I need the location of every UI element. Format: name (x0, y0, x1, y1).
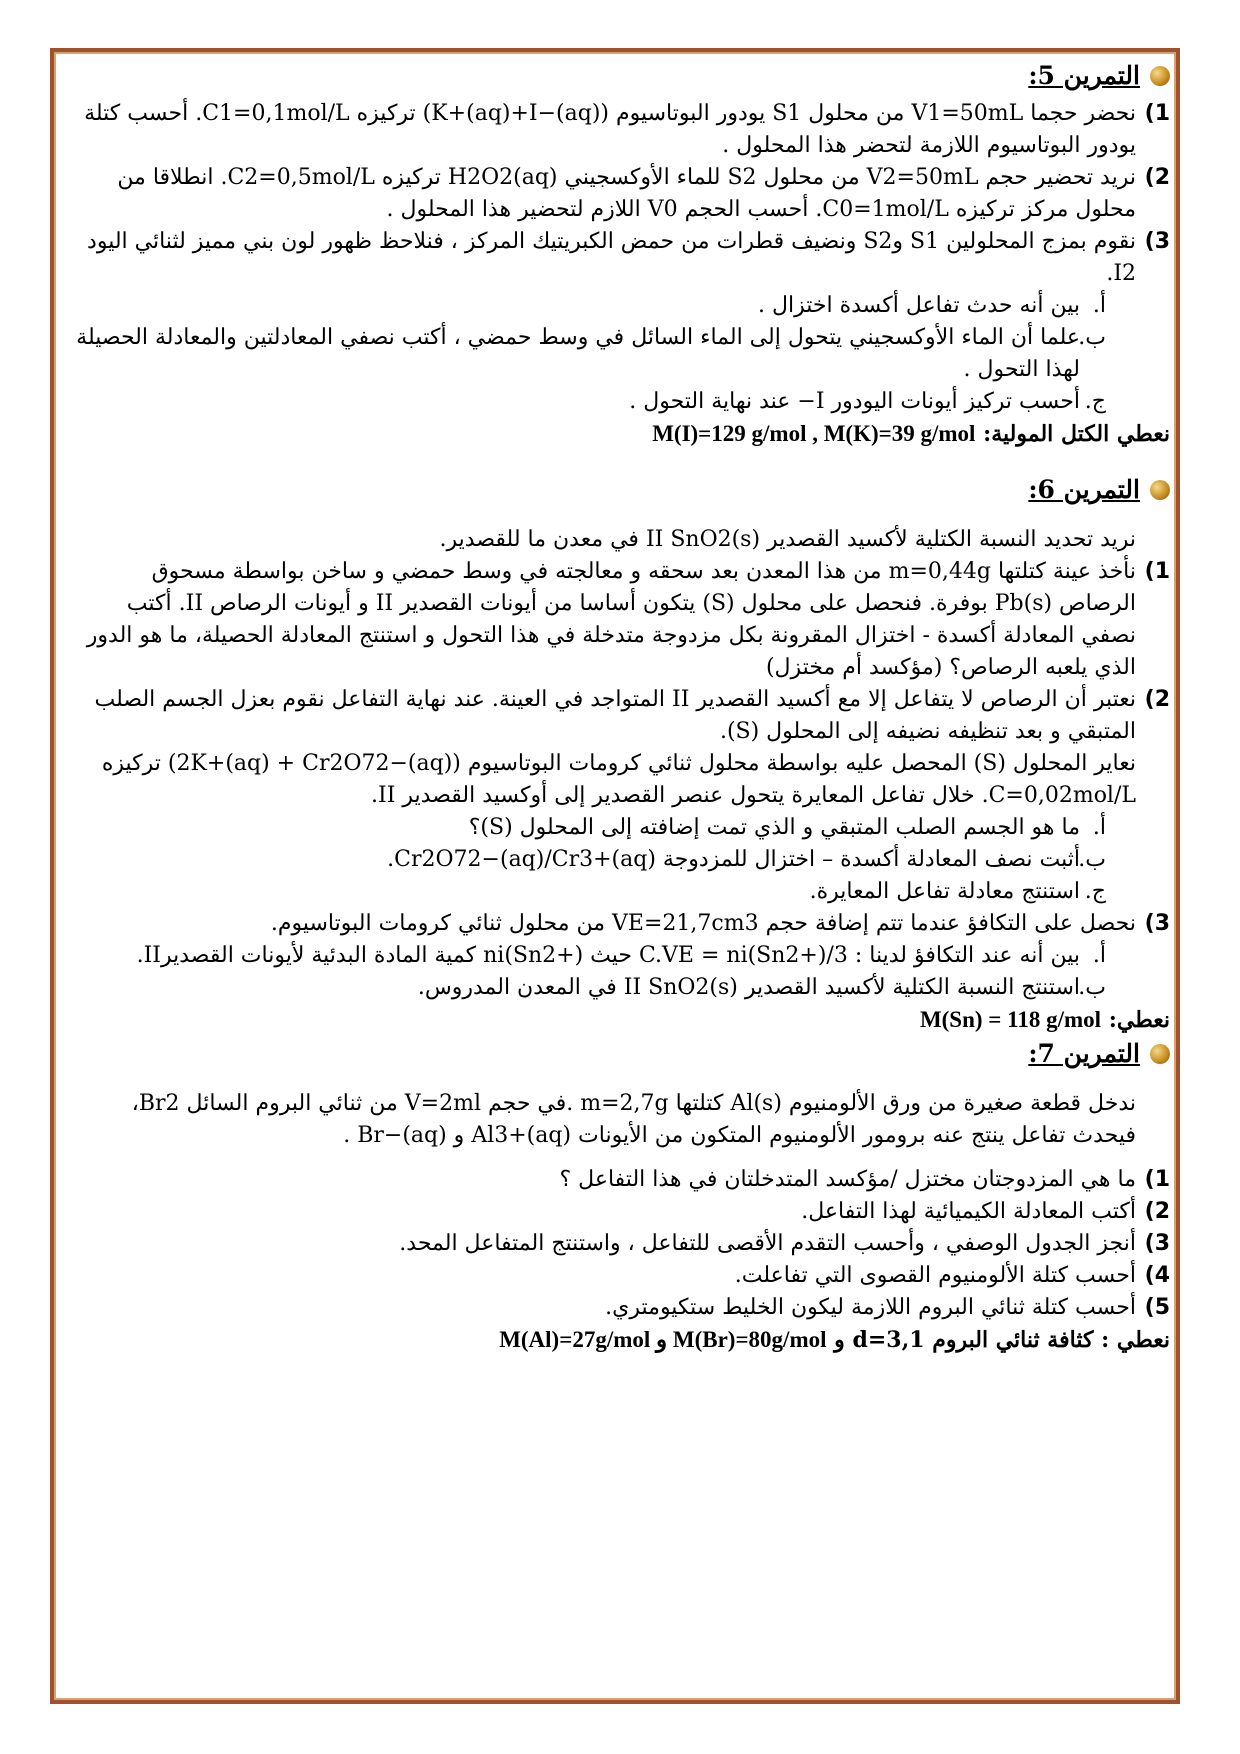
ex7-given-data: نعطي : كثافة ثنائي البروم d=3,1 و M(Br)=80g/mol و M(Al)=27g/mol (499, 1327, 1170, 1353)
ex6-given-data: نعطي: M(Sn) = 118 g/mol (919, 1007, 1170, 1033)
ex6-question-3: 3) نحصل على التكافؤ عندما تتم إضافة حجم VE=21,7cm3 من محلول ثنائي كرومات البوتاسيوم. (270, 911, 1170, 936)
exercise-5-title: التمرين 5: (1028, 61, 1140, 90)
ex7-question-1: 1) ما هي المزدوجتان مختزل /مؤكسد المتدخلتان في هذا التفاعل ؟ (559, 1167, 1170, 1192)
ex5-sub-c: ج. أحسب تركيز أيونات اليودور I− عند نهاية التحول . (629, 389, 1106, 414)
exercise-6-title: التمرين 6: (1028, 475, 1140, 504)
ex6-q3-sub-b: ب. استنتج النسبة الكتلية لأكسيد القصدير II SnO2(s) في المعدن المدروس. (417, 975, 1106, 1000)
ex6-q3-sub-a: أ. بين أنه عند التكافؤ لدينا : C.VE = ni(Sn2+)/3 حيث ni(Sn2+) كمية المادة البدئية لأيونات القصديرII. (136, 943, 1106, 968)
ex6-q2-sub-b: ب. أثبت نصف المعادلة أكسدة – اختزال للمزدوجة Cr2O72−(aq)/Cr3+(aq). (387, 847, 1106, 872)
ex7-intro: ندخل قطعة صغيرة من ورق الألومنيوم Al(s) كتلتها m=2,7g .في حجم V=2ml من ثنائي البروم السائل Br2، فيحدث تفاعل ينتج عنه برومور الألومنيوم المتكون من الأيونات Al3+(aq) و Br−(aq) . (131, 1091, 1136, 1148)
ex5-given-data: نعطي الكتل المولية: M(I)=129 g/mol , M(K)=39 g/mol (652, 421, 1170, 447)
exercise-5-header (72, 60, 1170, 92)
ex5-question-3: 3) نقوم بمزج المحلولين S1 وS2 ونضيف قطرات من حمض الكبريتيك المركز ، فنلاحظ ظهور لون بني مميز لثنائي اليود I2. (87, 229, 1170, 286)
ex7-question-5: 5) أحسب كتلة ثنائي البروم اللازمة ليكون الخليط ستكيومتري. (605, 1295, 1170, 1320)
ex6-q2-sub-c: ج. استنتج معادلة تفاعل المعايرة. (809, 879, 1106, 904)
ex7-question-4: 4) أحسب كتلة الألومنيوم القصوى التي تفاعلت. (734, 1263, 1170, 1288)
ex6-titration-text: نعاير المحلول (S) المحصل عليه بواسطة محلول ثنائي كرومات البوتاسيوم (2K+(aq) + Cr2O72−(aq)) تركيزه C=0,02mol/L. خلال تفاعل المعايرة يتحول عنصر القصدير إلى أوكسيد القصدير II. (101, 751, 1136, 808)
gold-bullet-icon (1150, 1044, 1170, 1064)
ex6-question-1: 1) نأخذ عينة كتلتها m=0,44g من هذا المعدن بعد سحقه و معالجته في وسط حمضي و ساخن بواسطة مسحوق الرصاص Pb(s) بوفرة. فنحصل على محلول (S) يتكون أساسا من أيونات القصدير II و أيونات الرصاص II. أكتب نصفي المعادلة أكسدة - اختزال المقرونة بكل مزدوجة متدخلة في هذا التحول و استنتج المعادلة الحصيلة، ما هو الدور الذي يلعبه الرصاص؟ (مؤكسد أم مختزل) (86, 559, 1170, 680)
worksheet (72, 58, 1170, 1356)
gold-bullet-icon (1150, 480, 1170, 500)
gold-bullet-icon (1150, 66, 1170, 86)
ex6-intro: نريد تحديد النسبة الكتلية لأكسيد القصدير II SnO2(s) في معدن ما للقصدير. (439, 527, 1136, 552)
ex5-sub-b: ب. علما أن الماء الأوكسجيني يتحول إلى الماء السائل في وسط حمضي ، أكتب نصفي المعادلتين والمعادلة الحصيلة لهذا التحول . (76, 325, 1106, 382)
ex5-sub-a: أ. بين أنه حدث تفاعل أكسدة اختزال . (758, 293, 1106, 318)
exercise-7-header (72, 1038, 1170, 1070)
ex5-question-1: 1) نحضر حجما V1=50mL من محلول S1 يودور البوتاسيوم (K+(aq)+I−(aq)) تركيزه C1=0,1mol/L. أحسب كتلة يودور البوتاسيوم اللازمة لتحضر هذا المحلول . (84, 101, 1170, 158)
exercise-6-header (72, 474, 1170, 506)
ex6-question-2: 2) نعتبر أن الرصاص لا يتفاعل إلا مع أكسيد القصدير II المتواجد في العينة. عند نهاية التفاعل نقوم بعزل الجسم الصلب المتبقي و بعد تنظيفه نضيفه إلى المحلول (S). (94, 687, 1170, 744)
ex5-question-2: 2) نريد تحضير حجم V2=50mL من محلول S2 للماء الأوكسجيني H2O2(aq) تركيزه C2=0,5mol/L. انطلاقا من محلول مركز تركيزه C0=1mol/L. أحسب الحجم V0 اللازم لتحضير هذا المحلول . (117, 165, 1170, 222)
ex6-q2-sub-a: أ. ما هو الجسم الصلب المتبقي و الذي تمت إضافته إلى المحلول (S)؟ (468, 815, 1106, 840)
exercise-7-title: التمرين 7: (1028, 1039, 1140, 1068)
ex7-question-2: 2) أكتب المعادلة الكيميائية لهذا التفاعل. (801, 1199, 1170, 1224)
ex7-question-3: 3) أنجز الجدول الوصفي ، وأحسب التقدم الأقصى للتفاعل ، واستنتج المتفاعل المحد. (399, 1231, 1170, 1256)
